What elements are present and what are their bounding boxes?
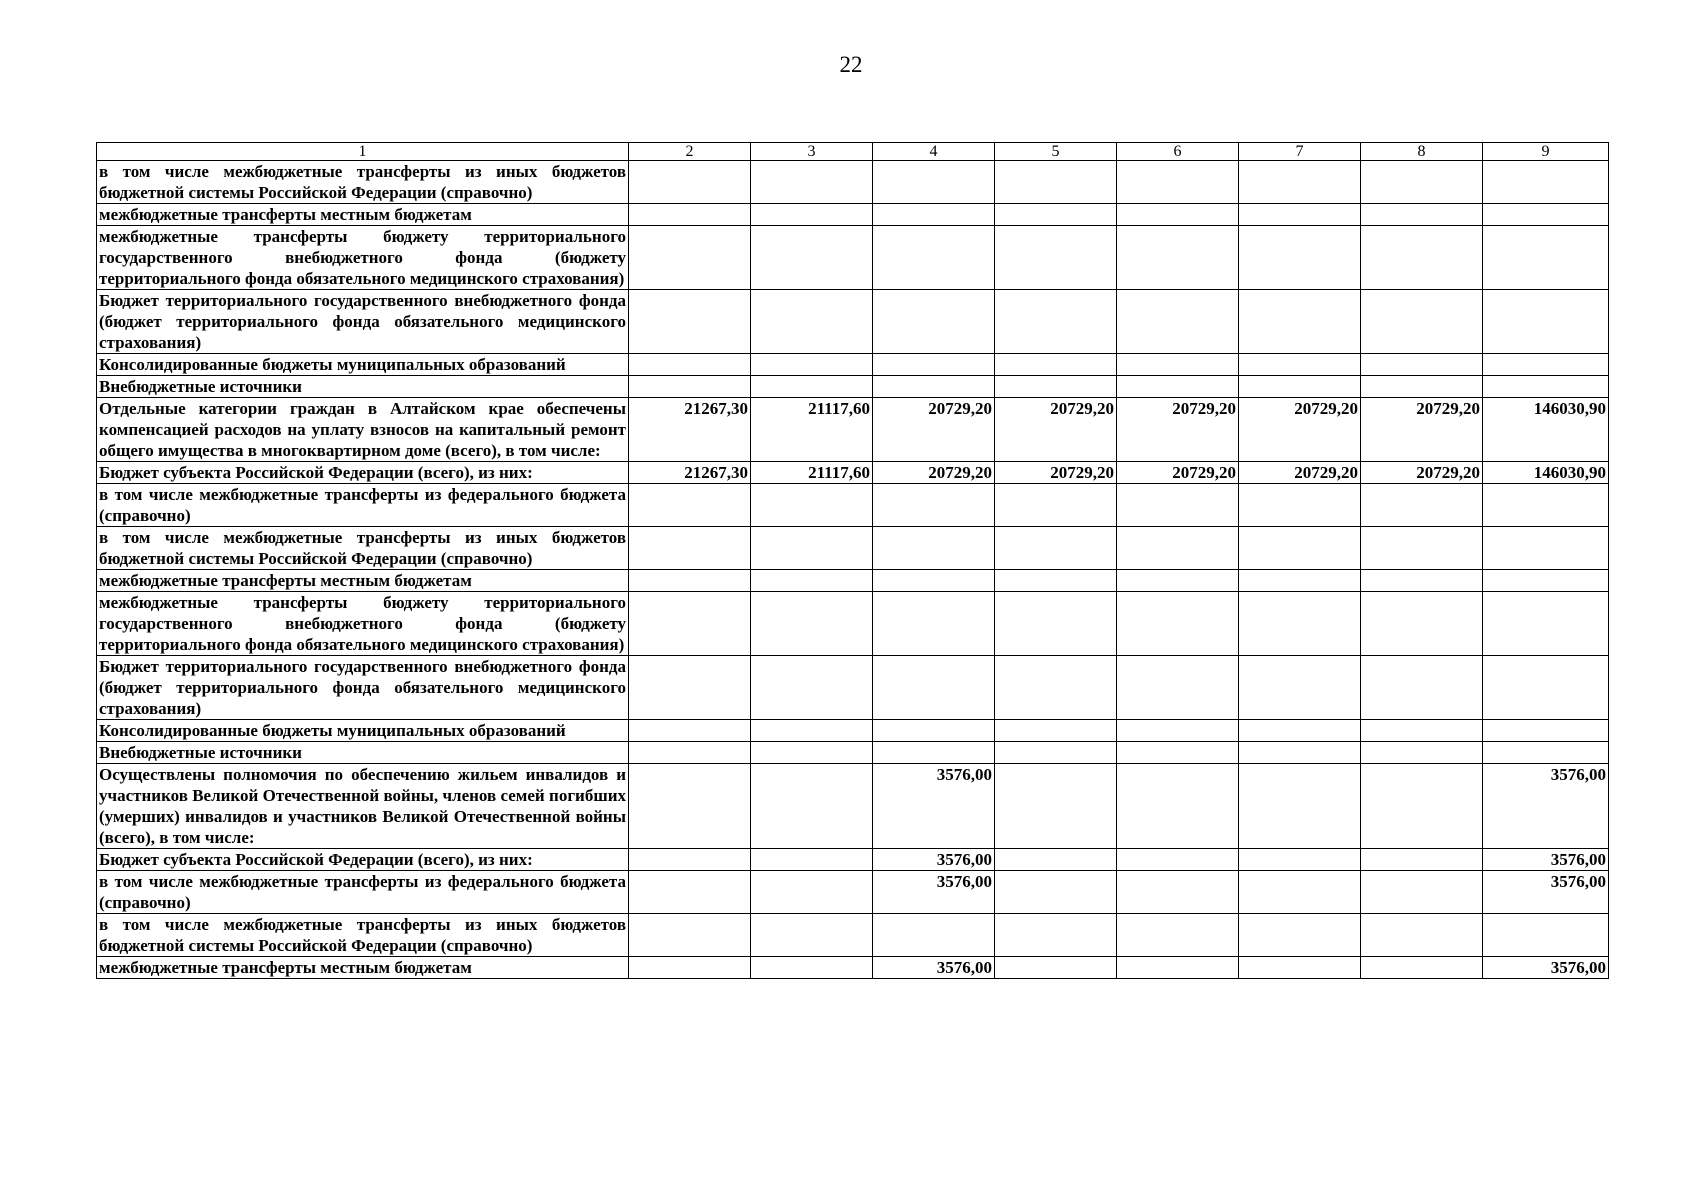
table-row xyxy=(97,226,1609,290)
column-header-2: 2 xyxy=(629,143,751,161)
row-value-col-4: 20729,20 xyxy=(873,398,995,462)
row-value-col-6: 20729,20 xyxy=(1117,398,1239,462)
table-row xyxy=(97,398,1609,462)
row-value-col-7 xyxy=(1239,871,1361,914)
row-value-col-8 xyxy=(1361,764,1483,849)
row-value-col-7: 20729,20 xyxy=(1239,398,1361,462)
row-label: Отдельные категории граждан в Алтайском крае обеспечены компенсацией расходов на уплату взносов на капитальный ремонт общего имущества в многоквартирном доме (всего), в том числе: xyxy=(97,398,629,462)
row-value-col-5 xyxy=(995,871,1117,914)
row-value-col-2 xyxy=(629,592,751,656)
column-header-3: 3 xyxy=(751,143,873,161)
table-row xyxy=(97,527,1609,570)
row-value-col-8 xyxy=(1361,570,1483,592)
row-value-col-4: 3576,00 xyxy=(873,764,995,849)
row-value-col-6 xyxy=(1117,570,1239,592)
row-value-col-6 xyxy=(1117,484,1239,527)
row-value-col-6 xyxy=(1117,592,1239,656)
row-value-col-4 xyxy=(873,290,995,354)
row-label: Осуществлены полномочия по обеспечению жильем инвалидов и участников Великой Отечественной войны, членов семей погибших (умерших) инвалидов и участников Великой Отечественной войны (всего), в том числе: xyxy=(97,764,629,849)
row-value-col-6 xyxy=(1117,204,1239,226)
row-value-col-5: 20729,20 xyxy=(995,398,1117,462)
row-value-col-2 xyxy=(629,204,751,226)
row-value-col-5: 20729,20 xyxy=(995,462,1117,484)
row-value-col-7 xyxy=(1239,592,1361,656)
row-value-col-6 xyxy=(1117,226,1239,290)
table-row xyxy=(97,656,1609,720)
row-label: межбюджетные трансферты бюджету территориального государственного внебюджетного фонда (бюджету территориального фонда обязательного медицинского страхования) xyxy=(97,226,629,290)
row-value-col-7 xyxy=(1239,849,1361,871)
row-value-col-5 xyxy=(995,849,1117,871)
row-value-col-7 xyxy=(1239,656,1361,720)
table-row xyxy=(97,354,1609,376)
row-value-col-7 xyxy=(1239,290,1361,354)
row-value-col-7 xyxy=(1239,764,1361,849)
row-label: Бюджет территориального государственного внебюджетного фонда (бюджет территориального фонда обязательного медицинского страхования) xyxy=(97,656,629,720)
row-label: Бюджет территориального государственного внебюджетного фонда (бюджет территориального фонда обязательного медицинского страхования) xyxy=(97,290,629,354)
table-row xyxy=(97,742,1609,764)
row-value-col-3 xyxy=(751,290,873,354)
row-value-col-3 xyxy=(751,849,873,871)
budget-table xyxy=(96,142,1609,979)
row-value-col-5 xyxy=(995,570,1117,592)
row-value-col-6 xyxy=(1117,656,1239,720)
row-value-col-3 xyxy=(751,376,873,398)
row-value-col-4 xyxy=(873,914,995,957)
row-value-col-4: 20729,20 xyxy=(873,462,995,484)
row-value-col-7 xyxy=(1239,570,1361,592)
row-value-col-6 xyxy=(1117,742,1239,764)
row-value-col-4 xyxy=(873,376,995,398)
row-value-col-9 xyxy=(1483,914,1609,957)
row-value-col-9 xyxy=(1483,354,1609,376)
row-value-col-8 xyxy=(1361,957,1483,979)
table-row xyxy=(97,849,1609,871)
row-value-col-4 xyxy=(873,656,995,720)
row-value-col-4 xyxy=(873,226,995,290)
row-value-col-8: 20729,20 xyxy=(1361,462,1483,484)
row-value-col-5 xyxy=(995,290,1117,354)
row-value-col-9 xyxy=(1483,161,1609,204)
row-value-col-9 xyxy=(1483,592,1609,656)
row-value-col-5 xyxy=(995,592,1117,656)
row-value-col-5 xyxy=(995,720,1117,742)
row-value-col-3 xyxy=(751,484,873,527)
row-value-col-5 xyxy=(995,161,1117,204)
row-value-col-9: 3576,00 xyxy=(1483,957,1609,979)
row-value-col-3 xyxy=(751,354,873,376)
table-row xyxy=(97,871,1609,914)
row-value-col-4 xyxy=(873,484,995,527)
row-value-col-2 xyxy=(629,376,751,398)
row-value-col-9: 146030,90 xyxy=(1483,398,1609,462)
row-value-col-7 xyxy=(1239,354,1361,376)
row-label: межбюджетные трансферты местным бюджетам xyxy=(97,204,629,226)
row-value-col-2 xyxy=(629,957,751,979)
row-value-col-5 xyxy=(995,204,1117,226)
row-value-col-6 xyxy=(1117,849,1239,871)
row-value-col-6 xyxy=(1117,376,1239,398)
row-value-col-3 xyxy=(751,914,873,957)
row-value-col-6: 20729,20 xyxy=(1117,462,1239,484)
row-value-col-2 xyxy=(629,849,751,871)
row-value-col-7 xyxy=(1239,484,1361,527)
row-value-col-5 xyxy=(995,957,1117,979)
row-value-col-4 xyxy=(873,742,995,764)
row-value-col-4 xyxy=(873,592,995,656)
row-value-col-2: 21267,30 xyxy=(629,398,751,462)
table-body xyxy=(97,161,1609,979)
row-value-col-9: 3576,00 xyxy=(1483,849,1609,871)
row-value-col-2 xyxy=(629,742,751,764)
column-header-7: 7 xyxy=(1239,143,1361,161)
row-value-col-8 xyxy=(1361,290,1483,354)
row-value-col-9: 3576,00 xyxy=(1483,764,1609,849)
row-value-col-9 xyxy=(1483,226,1609,290)
row-value-col-9 xyxy=(1483,742,1609,764)
row-label: Консолидированные бюджеты муниципальных образований xyxy=(97,720,629,742)
row-value-col-9 xyxy=(1483,527,1609,570)
row-value-col-4 xyxy=(873,354,995,376)
row-value-col-2 xyxy=(629,570,751,592)
column-header-4: 4 xyxy=(873,143,995,161)
row-value-col-6 xyxy=(1117,914,1239,957)
table-row xyxy=(97,290,1609,354)
row-value-col-9 xyxy=(1483,290,1609,354)
row-value-col-8 xyxy=(1361,484,1483,527)
row-value-col-6 xyxy=(1117,957,1239,979)
row-value-col-7 xyxy=(1239,527,1361,570)
row-label: в том числе межбюджетные трансферты из федерального бюджета (справочно) xyxy=(97,484,629,527)
row-value-col-5 xyxy=(995,656,1117,720)
column-header-1: 1 xyxy=(97,143,629,161)
row-value-col-8 xyxy=(1361,161,1483,204)
row-value-col-7 xyxy=(1239,161,1361,204)
row-value-col-7 xyxy=(1239,226,1361,290)
row-value-col-6 xyxy=(1117,764,1239,849)
row-value-col-4 xyxy=(873,720,995,742)
row-value-col-2 xyxy=(629,484,751,527)
row-value-col-3 xyxy=(751,656,873,720)
row-label: межбюджетные трансферты местным бюджетам xyxy=(97,570,629,592)
row-value-col-2 xyxy=(629,720,751,742)
table-row xyxy=(97,764,1609,849)
row-value-col-3: 21117,60 xyxy=(751,462,873,484)
row-value-col-9 xyxy=(1483,656,1609,720)
row-value-col-5 xyxy=(995,914,1117,957)
row-value-col-2 xyxy=(629,527,751,570)
row-value-col-7: 20729,20 xyxy=(1239,462,1361,484)
row-value-col-2 xyxy=(629,290,751,354)
row-value-col-2 xyxy=(629,914,751,957)
row-value-col-3 xyxy=(751,871,873,914)
row-label: Внебюджетные источники xyxy=(97,376,629,398)
row-value-col-3 xyxy=(751,527,873,570)
row-value-col-6 xyxy=(1117,720,1239,742)
row-value-col-9 xyxy=(1483,376,1609,398)
row-value-col-3 xyxy=(751,204,873,226)
row-value-col-4 xyxy=(873,570,995,592)
column-header-9: 9 xyxy=(1483,143,1609,161)
row-label: межбюджетные трансферты бюджету территориального государственного внебюджетного фонда (бюджету территориального фонда обязательного медицинского страхования) xyxy=(97,592,629,656)
row-value-col-3 xyxy=(751,226,873,290)
row-label: в том числе межбюджетные трансферты из иных бюджетов бюджетной системы Российской Федерации (справочно) xyxy=(97,914,629,957)
row-value-col-6 xyxy=(1117,354,1239,376)
table-row xyxy=(97,957,1609,979)
column-header-6: 6 xyxy=(1117,143,1239,161)
row-value-col-7 xyxy=(1239,376,1361,398)
row-value-col-4: 3576,00 xyxy=(873,849,995,871)
column-header-5: 5 xyxy=(995,143,1117,161)
table-row xyxy=(97,570,1609,592)
row-value-col-4 xyxy=(873,527,995,570)
row-value-col-8 xyxy=(1361,592,1483,656)
row-value-col-2 xyxy=(629,226,751,290)
row-value-col-8: 20729,20 xyxy=(1361,398,1483,462)
row-value-col-5 xyxy=(995,527,1117,570)
row-value-col-8 xyxy=(1361,849,1483,871)
row-value-col-5 xyxy=(995,354,1117,376)
row-value-col-8 xyxy=(1361,656,1483,720)
row-value-col-9 xyxy=(1483,720,1609,742)
page-number: 22 xyxy=(839,52,863,77)
row-value-col-4: 3576,00 xyxy=(873,871,995,914)
row-value-col-5 xyxy=(995,742,1117,764)
row-value-col-6 xyxy=(1117,527,1239,570)
table-row xyxy=(97,720,1609,742)
row-value-col-8 xyxy=(1361,871,1483,914)
row-label: Бюджет субъекта Российской Федерации (всего), из них: xyxy=(97,462,629,484)
row-value-col-3 xyxy=(751,720,873,742)
row-label: в том числе межбюджетные трансферты из иных бюджетов бюджетной системы Российской Федерации (справочно) xyxy=(97,161,629,204)
row-value-col-8 xyxy=(1361,354,1483,376)
row-value-col-7 xyxy=(1239,914,1361,957)
row-value-col-6 xyxy=(1117,161,1239,204)
row-value-col-2: 21267,30 xyxy=(629,462,751,484)
row-value-col-2 xyxy=(629,656,751,720)
row-value-col-7 xyxy=(1239,204,1361,226)
table-row xyxy=(97,204,1609,226)
table-row xyxy=(97,484,1609,527)
table-row xyxy=(97,462,1609,484)
table-row xyxy=(97,376,1609,398)
row-value-col-5 xyxy=(995,226,1117,290)
row-value-col-4: 3576,00 xyxy=(873,957,995,979)
column-header-8: 8 xyxy=(1361,143,1483,161)
row-value-col-3 xyxy=(751,592,873,656)
row-value-col-3 xyxy=(751,957,873,979)
row-value-col-7 xyxy=(1239,957,1361,979)
row-value-col-9: 3576,00 xyxy=(1483,871,1609,914)
table-row xyxy=(97,914,1609,957)
row-value-col-9 xyxy=(1483,204,1609,226)
row-label: межбюджетные трансферты местным бюджетам xyxy=(97,957,629,979)
table-header-row xyxy=(97,143,1609,161)
row-value-col-9 xyxy=(1483,484,1609,527)
row-value-col-8 xyxy=(1361,527,1483,570)
row-value-col-2 xyxy=(629,764,751,849)
row-value-col-5 xyxy=(995,484,1117,527)
row-value-col-3 xyxy=(751,742,873,764)
row-value-col-3: 21117,60 xyxy=(751,398,873,462)
row-value-col-9 xyxy=(1483,570,1609,592)
table-row xyxy=(97,592,1609,656)
row-label: Бюджет субъекта Российской Федерации (всего), из них: xyxy=(97,849,629,871)
row-value-col-8 xyxy=(1361,720,1483,742)
row-value-col-2 xyxy=(629,354,751,376)
row-value-col-8 xyxy=(1361,204,1483,226)
row-value-col-5 xyxy=(995,764,1117,849)
row-value-col-8 xyxy=(1361,742,1483,764)
row-value-col-3 xyxy=(751,570,873,592)
row-value-col-9: 146030,90 xyxy=(1483,462,1609,484)
row-value-col-2 xyxy=(629,871,751,914)
row-label: в том числе межбюджетные трансферты из федерального бюджета (справочно) xyxy=(97,871,629,914)
row-label: Консолидированные бюджеты муниципальных образований xyxy=(97,354,629,376)
row-value-col-4 xyxy=(873,161,995,204)
row-label: Внебюджетные источники xyxy=(97,742,629,764)
table-row xyxy=(97,161,1609,204)
row-value-col-7 xyxy=(1239,742,1361,764)
row-value-col-5 xyxy=(995,376,1117,398)
row-value-col-7 xyxy=(1239,720,1361,742)
row-value-col-8 xyxy=(1361,226,1483,290)
row-value-col-4 xyxy=(873,204,995,226)
row-value-col-2 xyxy=(629,161,751,204)
row-value-col-6 xyxy=(1117,871,1239,914)
row-value-col-3 xyxy=(751,161,873,204)
row-value-col-8 xyxy=(1361,376,1483,398)
row-value-col-6 xyxy=(1117,290,1239,354)
row-value-col-8 xyxy=(1361,914,1483,957)
row-value-col-3 xyxy=(751,764,873,849)
row-label: в том числе межбюджетные трансферты из иных бюджетов бюджетной системы Российской Федерации (справочно) xyxy=(97,527,629,570)
